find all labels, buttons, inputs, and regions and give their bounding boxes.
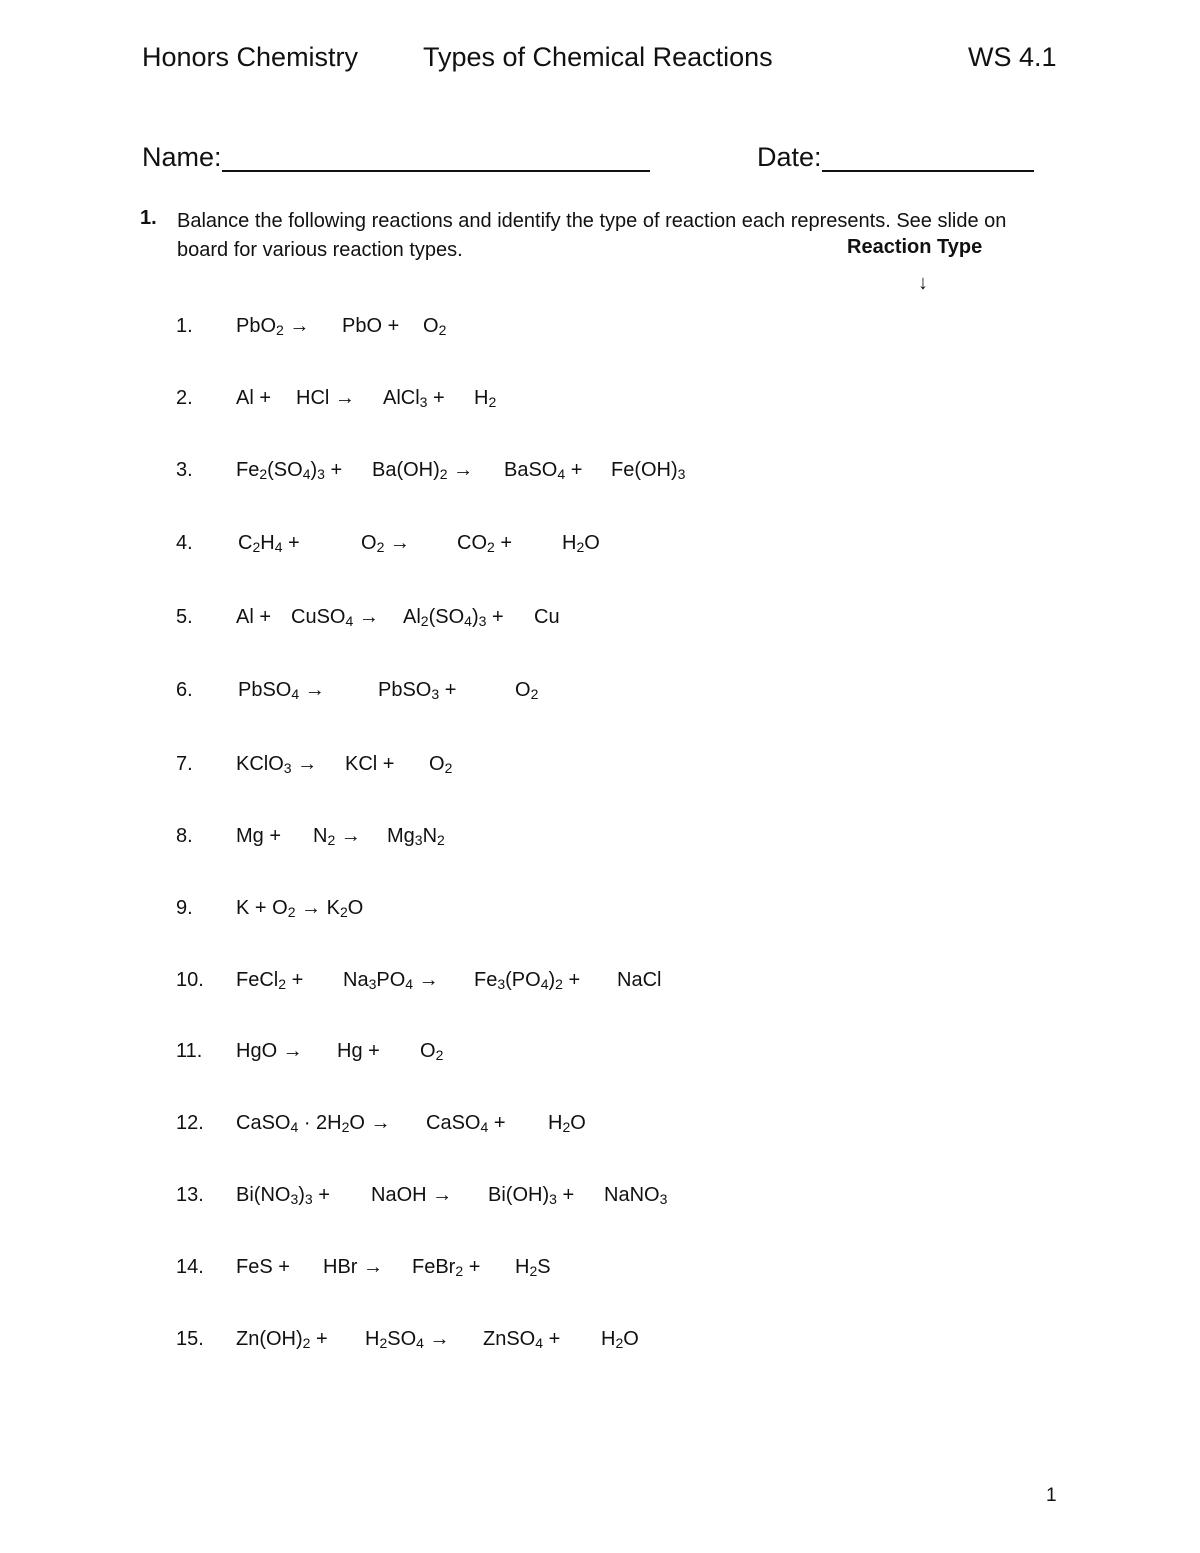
reaction-term: $Bi(NO_3)_3$ +: [236, 1184, 330, 1207]
reaction-term: Hg +: [337, 1040, 380, 1062]
worksheet-number: WS 4.1: [968, 42, 1057, 72]
reaction-term: $O_2$: [420, 1040, 444, 1063]
reaction-term: $H_2O$: [601, 1328, 639, 1351]
reaction-term: $N_2$ →: [313, 825, 361, 848]
reaction-term: $O_2$: [515, 679, 539, 702]
reaction-number: 3.: [176, 459, 193, 481]
date-label: Date:: [757, 142, 822, 172]
reaction-number: 10.: [176, 969, 204, 991]
reaction-term: $Mg_3N_2$: [387, 825, 445, 848]
reaction-term: CuSO$_4$ →: [291, 606, 379, 629]
reaction-term: $Na_3PO_4$ →: [343, 969, 439, 992]
reaction-term: FeCl$_2$ +: [236, 969, 304, 992]
reaction-term: HCl →: [296, 387, 355, 409]
reaction-term: Mg +: [236, 825, 282, 847]
reaction-term: $C_2H_4$ +: [238, 532, 300, 555]
reaction-term: $H_2O$: [562, 532, 600, 555]
reaction-term: KCl +: [345, 753, 395, 775]
reaction-term: $Fe(OH)_3$: [611, 459, 686, 482]
reaction-term: HBr →: [323, 1256, 383, 1278]
reaction-number: 13.: [176, 1184, 204, 1206]
reaction-term: NaCl: [617, 969, 662, 991]
reaction-term: PbSO$_4$ →: [238, 679, 325, 702]
reaction-number: 8.: [176, 825, 193, 847]
reaction-number: 12.: [176, 1112, 204, 1134]
reaction-term: $Fe_3(PO_4)_2$ +: [474, 969, 581, 992]
reaction-term: $CO_2$ +: [457, 532, 513, 555]
reaction-term: $Bi(OH)_3$ +: [488, 1184, 575, 1207]
reaction-number: 15.: [176, 1328, 204, 1350]
reaction-term: AlCl$_3$ +: [383, 387, 445, 410]
reaction-term: ZnSO$_4$ +: [483, 1328, 561, 1351]
reaction-term: NaOH →: [371, 1184, 453, 1206]
reaction-number: 4.: [176, 532, 193, 554]
reaction-term: $H_2SO_4$ →: [365, 1328, 450, 1351]
reaction-term: Al +: [236, 606, 272, 628]
reaction-term: $H_2S$: [515, 1256, 551, 1279]
reaction-number: 5.: [176, 606, 193, 628]
reaction-term: FeBr$_2$ +: [412, 1256, 481, 1279]
reaction-term: PbO +: [342, 315, 400, 337]
reaction-term: $K + O_2 \to K_2O$: [236, 897, 364, 920]
reaction-term: $O_2$: [429, 753, 453, 776]
reaction-number: 11.: [176, 1040, 203, 1062]
reaction-term: $Zn(OH)_2$ +: [236, 1328, 328, 1351]
reaction-number: 7.: [176, 753, 193, 775]
date-blank-line[interactable]: [822, 170, 1034, 172]
reaction-term: CaSO$_4$ · $2H_2O$ →: [236, 1112, 391, 1135]
reaction-term: KClO$_3$ →: [236, 753, 318, 776]
reaction-number: 6.: [176, 679, 193, 701]
page-number: 1: [1046, 1485, 1057, 1506]
reaction-term: CaSO$_4$ +: [426, 1112, 506, 1135]
reaction-term: HgO →: [236, 1040, 303, 1062]
course-title: Honors Chemistry: [142, 42, 359, 72]
reaction-type-heading: Reaction Type: [847, 236, 983, 258]
reaction-number: 14.: [176, 1256, 204, 1278]
reaction-number: 1.: [176, 315, 193, 337]
reaction-term: $H_2O$: [548, 1112, 586, 1135]
reaction-term: $O_2$ →: [361, 532, 410, 555]
question-instructions: Balance the following reactions and identify the type of reaction each represents. See slide on board for various reaction types.: [177, 210, 1007, 261]
reaction-term: $O_2$: [423, 315, 447, 338]
reaction-term: PbO$_2$ →: [236, 315, 310, 338]
name-blank-line[interactable]: [222, 170, 650, 172]
reaction-number: 9.: [176, 897, 193, 919]
reaction-term: $Al_2(SO_4)_3$ +: [403, 606, 504, 629]
down-arrow-icon: ↓: [918, 272, 928, 294]
reaction-term: Cu: [534, 606, 560, 628]
question-number: 1.: [140, 207, 157, 229]
reaction-term: $Ba(OH)_2$ →: [372, 459, 474, 482]
reaction-number: 2.: [176, 387, 193, 409]
reaction-term: $Fe_2(SO_4)_3$ +: [236, 459, 343, 482]
reaction-term: NaNO$_3$: [604, 1184, 668, 1207]
worksheet-title: Types of Chemical Reactions: [423, 42, 773, 72]
reaction-term: FeS +: [236, 1256, 290, 1278]
name-label: Name:: [142, 142, 222, 172]
reaction-term: PbSO$_3$ +: [378, 679, 457, 702]
reaction-term: Al +: [236, 387, 272, 409]
reaction-term: $H_2$: [474, 387, 497, 410]
reaction-term: BaSO$_4$ +: [504, 459, 583, 482]
